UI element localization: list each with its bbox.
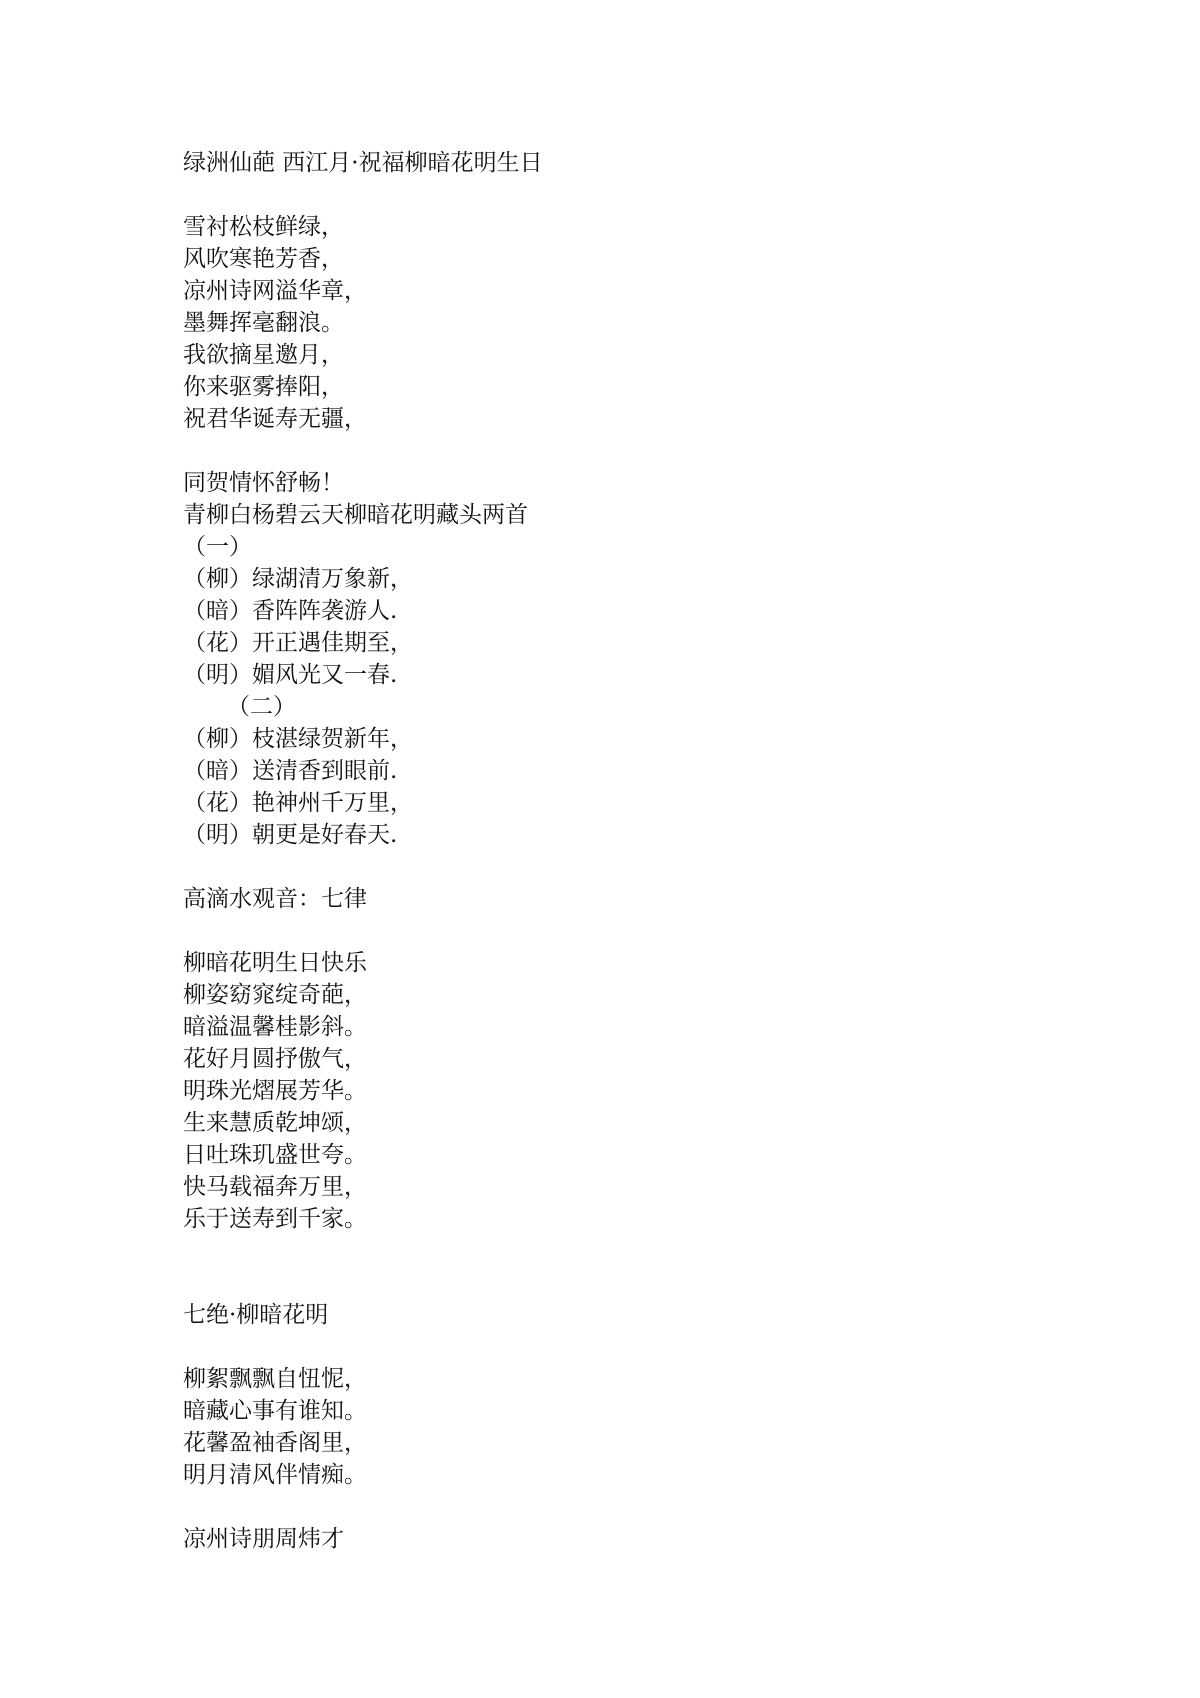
poem3-line: 花好月圆抒傲气， bbox=[183, 1046, 367, 1072]
poem2-line: （暗）送清香到眼前. bbox=[183, 758, 398, 784]
poem2-line: （花）艳神州千万里， bbox=[183, 790, 413, 816]
poem3-title: 柳暗花明生日快乐 bbox=[183, 950, 367, 976]
poem1-closing: 同贺情怀舒畅！ bbox=[183, 470, 344, 496]
poem4-line: 明月清风伴情痴。 bbox=[183, 1462, 367, 1488]
poem3-line: 生来慧质乾坤颂， bbox=[183, 1110, 367, 1136]
poem3-line: 乐于送寿到千家。 bbox=[183, 1206, 367, 1232]
poem2-line: （柳）枝湛绿贺新年， bbox=[183, 726, 413, 752]
document-body bbox=[183, 147, 1083, 1555]
blank-line bbox=[183, 851, 1083, 883]
poem2-line: （花）开正遇佳期至， bbox=[183, 630, 413, 656]
poem4-line: 花馨盈袖香阁里， bbox=[183, 1430, 367, 1456]
poem4-title: 七绝·柳暗花明 bbox=[183, 1302, 329, 1328]
poem3-line: 快马载福奔万里， bbox=[183, 1174, 367, 1200]
poem3-line: 暗溢温馨桂影斜。 bbox=[183, 1014, 367, 1040]
poem4-author: 凉州诗朋周炜才 bbox=[183, 1526, 344, 1552]
poem3-author: 高滴水观音：七律 bbox=[183, 886, 367, 912]
poem2-line: （柳）绿湖清万象新， bbox=[183, 566, 413, 592]
poem2-line: （明）媚风光又一春. bbox=[183, 662, 398, 688]
poem1-line: 祝君华诞寿无疆， bbox=[183, 406, 367, 432]
blank-line bbox=[183, 1331, 1083, 1363]
poem3-line: 明珠光熠展芳华。 bbox=[183, 1078, 367, 1104]
blank-line bbox=[183, 179, 1083, 211]
poem4-line: 暗藏心事有谁知。 bbox=[183, 1398, 367, 1424]
blank-line bbox=[183, 915, 1083, 947]
poem2-line: （明）朝更是好春天. bbox=[183, 822, 398, 848]
poem2-title: 青柳白杨碧云天柳暗花明藏头两首 bbox=[183, 502, 528, 528]
poem1-line: 凉州诗网溢华章， bbox=[183, 278, 367, 304]
blank-line bbox=[183, 1491, 1083, 1523]
poem1-line: 你来驱雾捧阳， bbox=[183, 374, 344, 400]
poem1-line: 墨舞挥毫翻浪。 bbox=[183, 310, 344, 336]
blank-line bbox=[183, 435, 1083, 467]
poem4-line: 柳絮飘飘自忸怩， bbox=[183, 1366, 367, 1392]
poem1-line: 我欲摘星邀月， bbox=[183, 342, 344, 368]
poem2-line: （暗）香阵阵袭游人. bbox=[183, 598, 398, 624]
poem1-title: 绿洲仙葩 西江月·祝福柳暗花明生日 bbox=[183, 150, 543, 176]
blank-line bbox=[183, 1235, 1083, 1267]
poem3-line: 柳姿窈窕绽奇葩， bbox=[183, 982, 367, 1008]
poem1-line: 风吹寒艳芳香， bbox=[183, 246, 344, 272]
poem2-part1-label: （一） bbox=[183, 534, 252, 560]
poem2-part2-label: （二） bbox=[227, 694, 296, 720]
blank-line bbox=[183, 1267, 1083, 1299]
poem1-line: 雪衬松枝鲜绿， bbox=[183, 214, 344, 240]
poem3-line: 日吐珠玑盛世夸。 bbox=[183, 1142, 367, 1168]
